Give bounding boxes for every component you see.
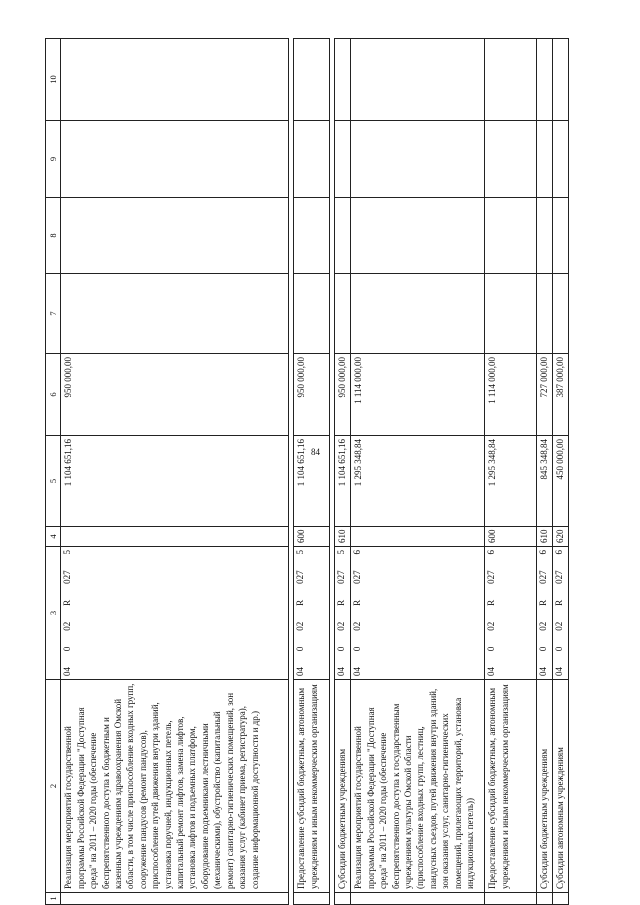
code-part: 027 <box>554 570 565 584</box>
code-part: R <box>486 599 497 606</box>
expense-type-code: 600 <box>294 527 330 547</box>
code-part: 02 <box>62 621 73 631</box>
expense-type-code: 620 <box>553 527 569 547</box>
amount-col5: 1 104 651,16 <box>61 436 289 527</box>
code-part: R <box>62 599 73 606</box>
amount-col6: 1 114 000,00 <box>351 354 485 436</box>
column-number: 4 <box>46 527 61 547</box>
code-part: 04 <box>538 667 549 676</box>
code-part: 0 <box>486 646 497 652</box>
expense-type-code <box>61 527 289 547</box>
amount-col5: 845 348,84 <box>537 436 553 527</box>
row-description: Субсидии автономным учреждениям <box>553 680 569 893</box>
column-number: 2 <box>46 680 61 893</box>
amount-col6: 727 000,00 <box>537 354 553 436</box>
budget-classification-code <box>61 547 289 680</box>
code-part: R <box>336 599 347 606</box>
amount-col6: 387 000,00 <box>553 354 569 436</box>
code-part: 027 <box>336 570 347 584</box>
code-part: 0 <box>295 646 306 652</box>
code-part: 6 <box>352 550 363 555</box>
budget-classification-code <box>335 547 351 680</box>
amount-col5: 1 295 348,84 <box>485 436 537 527</box>
row-description: Субсидии бюджетным учреждениям <box>335 680 351 893</box>
table-row <box>335 39 351 905</box>
code-part: 02 <box>295 621 306 631</box>
column-number: 6 <box>46 354 61 436</box>
code-part: 0 <box>538 646 549 652</box>
column-number-row <box>46 39 61 905</box>
code-part: 5 <box>336 550 347 555</box>
column-number: 3 <box>46 547 61 680</box>
amount-col5: 1 104 651,16 <box>294 436 330 527</box>
code-part: 04 <box>554 667 565 676</box>
budget-classification-code <box>537 547 553 680</box>
budget-classification-code <box>294 547 330 680</box>
row-description: Предоставление субсидий бюджетным, автономным учреждениям и иным некоммерческим организациям <box>485 680 537 893</box>
code-part: 02 <box>336 621 347 631</box>
expense-type-code: 610 <box>537 527 553 547</box>
code-part: R <box>352 599 363 606</box>
amount-col5: 450 000,00 <box>553 436 569 527</box>
code-part: 04 <box>295 667 306 676</box>
table-row <box>351 39 485 905</box>
code-part: 027 <box>62 570 73 584</box>
code-part: 04 <box>62 667 73 676</box>
code-part: 027 <box>538 570 549 584</box>
code-part: 02 <box>538 621 549 631</box>
budget-classification-code <box>553 547 569 680</box>
row-description: Реализация мероприятий государственной программы Российской Федерации "Доступная среда" на 2011 – 2020 годы (обеспечение беспрепятственного доступа к бюджетным и казенным учреждениям здравоохранения Омской области, в том числе приспособление входных групп, сооружение пандусов (ремонт пандусов), приспособление путей движения внутри зданий, установка поручней, индукционных петель, капитальный ремонт лифтов, замена лифтов, установка лифтов и подъемных платформ, оборудование подъемниками лестничными (механическими), обустройство (капитальный ремонт) санитарно-гигиенических помещений, зон оказания услуг (кабинет приема, регистратура), создание информационной доступности и др.) <box>61 680 289 893</box>
code-part: 0 <box>554 646 565 652</box>
code-part: 6 <box>538 550 549 555</box>
code-part: 04 <box>352 667 363 676</box>
rotated-table-page <box>45 39 630 905</box>
code-part: 0 <box>352 646 363 652</box>
amount-col5: 1 104 651,16 <box>335 436 351 527</box>
code-part: 02 <box>352 621 363 631</box>
amount-col6: 1 114 000,00 <box>485 354 537 436</box>
code-part: 027 <box>295 570 306 584</box>
code-part: 027 <box>352 570 363 584</box>
code-part: 04 <box>336 667 347 676</box>
column-number: 10 <box>46 39 61 121</box>
expense-type-code: 610 <box>335 527 351 547</box>
code-part: 5 <box>62 550 73 555</box>
column-number: 8 <box>46 198 61 274</box>
code-part: 04 <box>486 667 497 676</box>
code-part: 02 <box>554 621 565 631</box>
budget-classification-code <box>351 547 485 680</box>
code-part: 0 <box>336 646 347 652</box>
table-row <box>553 39 569 905</box>
code-part: R <box>538 599 549 606</box>
budget-classification-code <box>485 547 537 680</box>
amount-col6: 950 000,00 <box>61 354 289 436</box>
table-row <box>61 39 289 905</box>
code-part: 6 <box>554 550 565 555</box>
code-part: R <box>554 599 565 606</box>
code-part: 02 <box>486 621 497 631</box>
code-part: 6 <box>486 550 497 555</box>
amount-col6: 950 000,00 <box>294 354 330 436</box>
code-part: R <box>295 599 306 606</box>
row-description: Предоставление субсидий бюджетным, автономным учреждениям и иным некоммерческим организациям <box>294 680 330 893</box>
code-part: 027 <box>486 570 497 584</box>
budget-table <box>45 38 569 905</box>
row-description: Субсидии бюджетным учреждениям <box>537 680 553 893</box>
page-number: 84 <box>311 447 320 457</box>
code-part: 5 <box>295 550 306 555</box>
row-description: Реализация мероприятий государственной программы Российской Федерации "Доступная среда" на 2011 – 2020 годы (обеспечение беспрепятственного доступа к государственным учреждениям культуры Омской области (приспособление входных групп, лестниц, пандусных съездов, путей движения внутри зданий, зон оказания услуг, санитарно-гигиенических помещений, прилегающих территорий, установка индукционных петель)) <box>351 680 485 893</box>
table-row <box>485 39 537 905</box>
column-number: 9 <box>46 121 61 198</box>
code-part: 0 <box>62 646 73 652</box>
expense-type-code: 600 <box>485 527 537 547</box>
amount-col6: 950 000,00 <box>335 354 351 436</box>
column-number: 7 <box>46 274 61 354</box>
table-row <box>294 39 330 905</box>
expense-type-code <box>351 527 485 547</box>
amount-col5: 1 295 348,84 <box>351 436 485 527</box>
column-number: 5 <box>46 436 61 527</box>
table-row <box>537 39 553 905</box>
column-number: 1 <box>46 893 61 905</box>
